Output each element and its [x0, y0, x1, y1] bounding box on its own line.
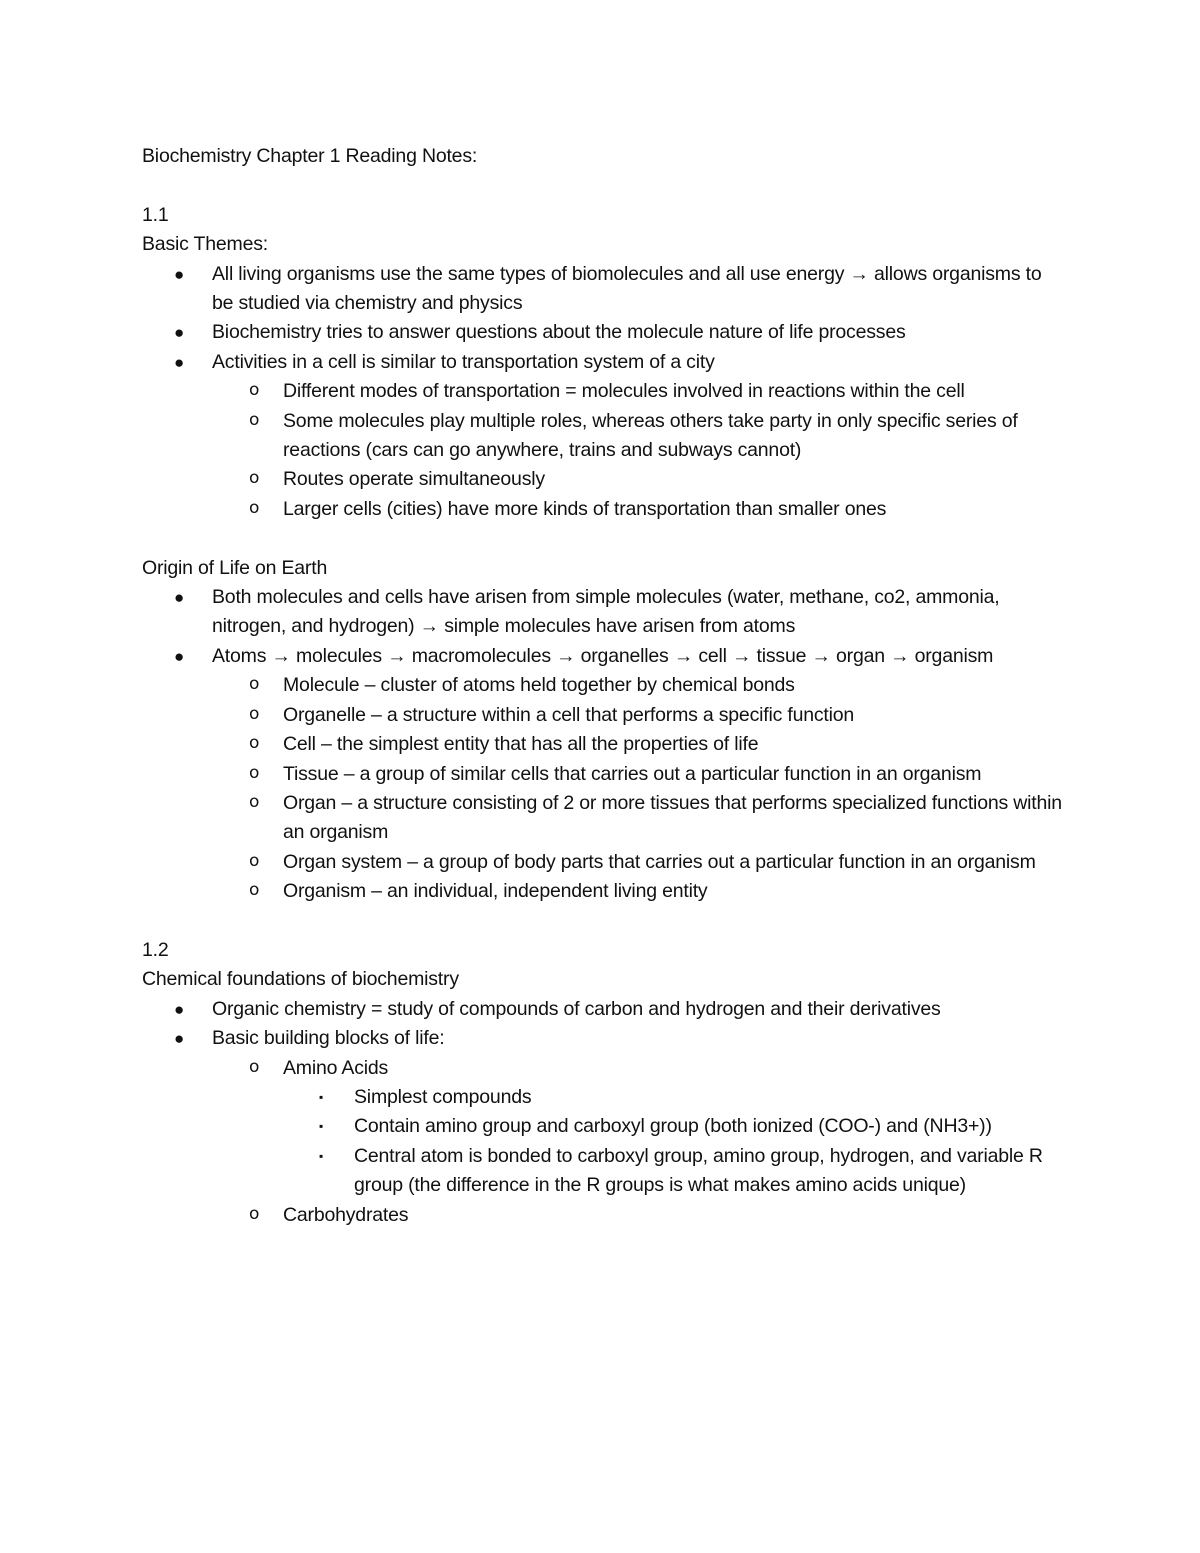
- detail-list-item-text: Contain amino group and carboxyl group (both ionized (COO-) and (NH3+)): [354, 1115, 992, 1138]
- section-heading: Origin of Life on Earth: [142, 556, 328, 579]
- sub-list-item-text: Larger cells (cities) have more kinds of transportation than smaller ones: [283, 497, 887, 520]
- section-heading: Chemical foundations of biochemistry: [142, 968, 459, 991]
- sub-bullet-list: [212, 671, 1062, 906]
- sub-list-item-text: Molecule – cluster of atoms held together by chemical bonds: [283, 674, 795, 697]
- blank-line: [142, 907, 1062, 936]
- bullet-marker: ●: [174, 323, 185, 343]
- list-item-text: Biochemistry tries to answer questions about the molecule nature of life processes: [212, 321, 906, 344]
- sub-list-item: [212, 760, 1062, 789]
- bullet-marker: ●: [174, 352, 185, 372]
- circle-marker: o: [249, 468, 260, 489]
- list-item-text: Activities in a cell is similar to transportation system of a city: [212, 350, 715, 373]
- section-number: 1.1: [142, 203, 169, 226]
- circle-marker: o: [249, 1056, 260, 1077]
- sub-list-item-text: Routes operate simultaneously: [283, 468, 545, 491]
- sub-list-item: [212, 465, 1062, 494]
- sub-list-item-text: Tissue – a group of similar cells that carries out a particular function in an organism: [283, 762, 982, 785]
- detail-list-item: [283, 1083, 1062, 1112]
- circle-marker: o: [249, 380, 260, 401]
- sub-list-item-text: Cell – the simplest entity that has all the properties of life: [283, 733, 759, 756]
- sub-list-item-text: Some molecules play multiple roles, whereas others take party in only specific series of reactions (cars can go anywhere, trains and subways cannot): [283, 409, 1018, 462]
- square-marker: ▪: [319, 1119, 324, 1134]
- list-item: [142, 1024, 1062, 1230]
- square-marker: ▪: [319, 1089, 324, 1104]
- document-title: Biochemistry Chapter 1 Reading Notes:: [142, 145, 478, 167]
- sub-list-item-text: Organ system – a group of body parts that carries out a particular function in an organism: [283, 850, 1036, 873]
- circle-marker: o: [249, 1203, 260, 1224]
- list-item: [142, 995, 1062, 1024]
- circle-marker: o: [249, 791, 260, 812]
- list-item: [142, 642, 1062, 907]
- circle-marker: o: [249, 762, 260, 783]
- sub-list-item-text: Organism – an individual, independent living entity: [283, 880, 708, 903]
- circle-marker: o: [249, 850, 260, 871]
- circle-marker: o: [249, 409, 260, 430]
- blank-line: [142, 171, 1062, 200]
- blank-line: [142, 524, 1062, 553]
- bullet-list: [142, 995, 1062, 1230]
- detail-list: [283, 1083, 1062, 1201]
- detail-list-item-text: Central atom is bonded to carboxyl group, amino group, hydrogen, and variable R group (the difference in the R groups is what makes amino acids unique): [354, 1144, 1043, 1197]
- bullet-marker: ●: [174, 588, 185, 608]
- sub-list-item: [212, 877, 1062, 906]
- detail-list-item-text: Simplest compounds: [354, 1085, 532, 1108]
- sub-list-item: [212, 1054, 1062, 1201]
- list-item-text: Organic chemistry = study of compounds of carbon and hydrogen and their derivatives: [212, 997, 941, 1020]
- bullet-marker: ●: [174, 646, 185, 666]
- section-heading: Basic Themes:: [142, 233, 269, 256]
- bullet-list: [142, 583, 1062, 906]
- circle-marker: o: [249, 674, 260, 695]
- circle-marker: o: [249, 880, 260, 901]
- sub-list-item: [212, 1201, 1062, 1230]
- sub-bullet-list: [212, 1054, 1062, 1230]
- bullet-marker: ●: [174, 264, 185, 284]
- sub-list-item-text: Amino Acids: [283, 1056, 389, 1079]
- sub-list-item-text: Different modes of transportation = molecules involved in reactions within the cell: [283, 380, 965, 403]
- list-item-text: All living organisms use the same types of biomolecules and all use energy → allows organisms to be studied via chemistry and physics: [212, 262, 1042, 315]
- sub-list-item-text: Organelle – a structure within a cell that performs a specific function: [283, 703, 855, 726]
- detail-list-item: [283, 1112, 1062, 1141]
- document-body: [142, 142, 1062, 1230]
- bullet-list: [142, 260, 1062, 525]
- sub-list-item-text: Carbohydrates: [283, 1203, 409, 1226]
- circle-marker: o: [249, 703, 260, 724]
- sub-list-item: [212, 789, 1062, 848]
- circle-marker: o: [249, 733, 260, 754]
- list-item: [142, 583, 1062, 642]
- list-item: [142, 260, 1062, 319]
- section-number: 1.2: [142, 938, 169, 961]
- sub-list-item: [212, 377, 1062, 406]
- list-item: [142, 318, 1062, 347]
- sub-list-item: [212, 701, 1062, 730]
- sub-list-item-text: Organ – a structure consisting of 2 or more tissues that performs specialized functions within an organism: [283, 791, 1062, 844]
- square-marker: ▪: [319, 1148, 324, 1163]
- bullet-marker: ●: [174, 1029, 185, 1049]
- list-item-text: Atoms → molecules → macromolecules → organelles → cell → tissue → organ → organism: [212, 644, 994, 667]
- sub-list-item: [212, 671, 1062, 700]
- sub-list-item: [212, 407, 1062, 466]
- detail-list-item: [283, 1142, 1062, 1201]
- sub-list-item: [212, 495, 1062, 524]
- list-item-text: Basic building blocks of life:: [212, 1027, 445, 1050]
- bullet-marker: ●: [174, 999, 185, 1019]
- sub-list-item: [212, 730, 1062, 759]
- list-item: [142, 348, 1062, 524]
- circle-marker: o: [249, 497, 260, 518]
- sub-bullet-list: [212, 377, 1062, 524]
- list-item-text: Both molecules and cells have arisen from simple molecules (water, methane, co2, ammonia, nitrogen, and hydrogen) → simple molecules have arisen from atoms: [212, 586, 1000, 638]
- sub-list-item: [212, 848, 1062, 877]
